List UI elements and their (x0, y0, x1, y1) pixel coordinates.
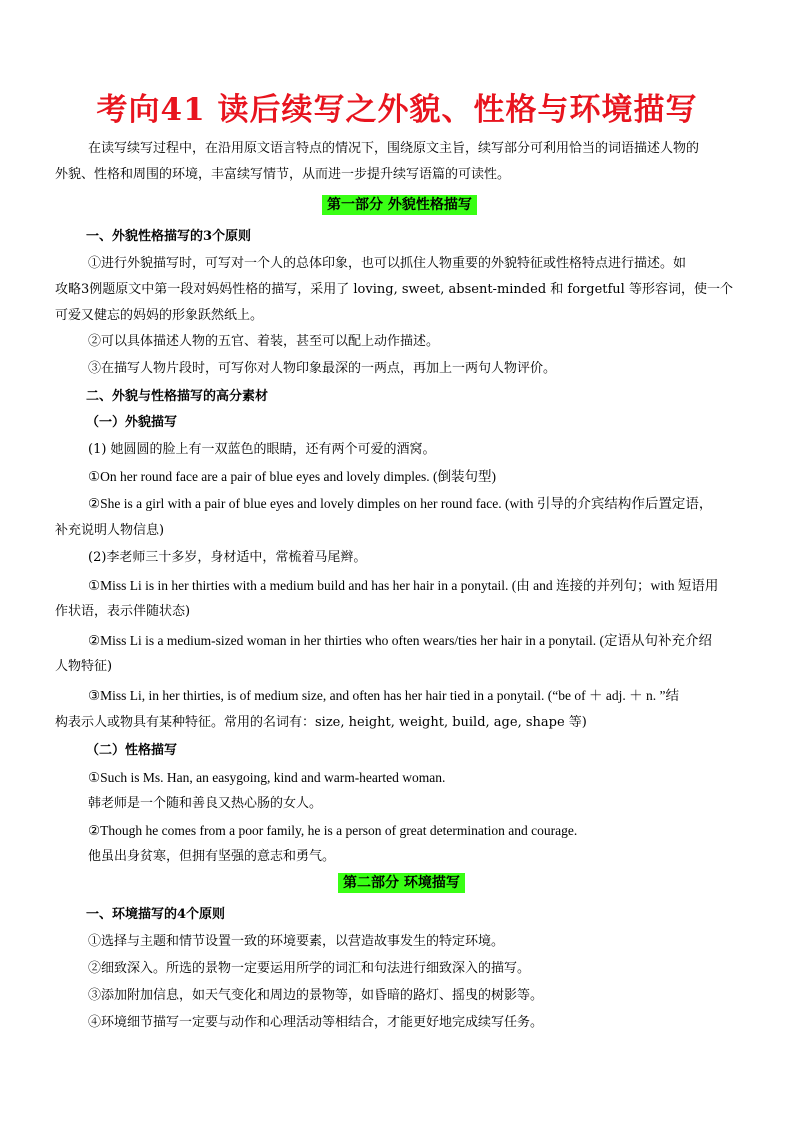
part2-section1-title: 一、环境描写的4个原则 (86, 907, 226, 922)
example-1-chinese: (1) 她圆圆的脸上有一双蓝色的眼睛，还有两个可爱的酒窝。 (88, 442, 436, 457)
example-2-sentence-c-line-2: 构表示人或物具有某种特征。常用的名词有：size, height, weight, build, age, shape 等) (55, 715, 587, 730)
page-title: 考向41 读后续写之外貌、性格与环境描写 (96, 92, 698, 128)
example-2-chinese: (2)李老师三十多岁，身材适中，常梳着马尾辫。 (88, 550, 367, 565)
part1-section2-title: 二、外貌与性格描写的高分素材 (86, 389, 269, 404)
intro-line-2: 外貌、性格和周围的环境，丰富续写情节，从而进一步提升续写语篇的可读性。 (55, 167, 511, 182)
part2-principle-3: ③添加附加信息，如天气变化和周边的景物等，如昏暗的路灯、摇曳的树影等。 (88, 988, 544, 1003)
example-3-english: ①Such is Ms. Han, an easygoing, kind and warm-hearted woman. (88, 770, 446, 785)
part2-heading: 第二部分 环境描写 (338, 873, 465, 893)
part2-principle-4: ④环境细节描写一定要与动作和心理活动等相结合，才能更好地完成续写任务。 (88, 1015, 544, 1030)
example-2-sentence-a-line-1: ①Miss Li is in her thirties with a medium build and has her hair in a ponytail. (由 and 连接的并列句；with 短语用 (88, 578, 719, 593)
example-1-sentence-a: ①On her round face are a pair of blue eyes and lovely dimples. (倒装句型) (88, 469, 496, 484)
part1-principle-3: ③在描写人物片段时，可写你对人物印象最深的一两点，再加上一两句人物评价。 (88, 361, 557, 376)
appearance-subtitle: （一）外貌描写 (86, 415, 178, 430)
example-1-sentence-b-line-1: ②She is a girl with a pair of blue eyes and lovely dimples on her round face. (with 引导的介宾结构作后置定语， (88, 496, 713, 511)
example-2-sentence-c-line-1: ③Miss Li, in her thirties, is of medium size, and often has her hair tied in a ponytail. (“be of ＋ adj. ＋ n. ”结 (88, 688, 679, 703)
intro-line-1: 在读写续写过程中，在沿用原文语言特点的情况下，围绕原文主旨，续写部分可利用恰当的词语描述人物的 (88, 141, 700, 156)
example-2-sentence-a-line-2: 作状语，表示伴随状态) (55, 604, 191, 619)
example-4-chinese: 他虽出身贫寒，但拥有坚强的意志和勇气。 (88, 849, 336, 864)
example-2-sentence-b-line-1: ②Miss Li is a medium-sized woman in her thirties who often wears/ties her hair in a ponytail. (定语从句补充介绍 (88, 633, 712, 648)
part2-principle-2: ②细致深入。所选的景物一定要运用所学的词汇和句法进行细致深入的描写。 (88, 961, 531, 976)
part1-principle-1-line-2: 攻略3例题原文中第一段对妈妈性格的描写，采用了 loving, sweet, absent-minded 和 forgetful 等形容词，使一个 (55, 282, 733, 297)
part1-principle-1-line-1: ①进行外貌描写时，可写对一个人的总体印象，也可以抓住人物重要的外貌特征或性格特点进行描述。如 (88, 256, 687, 271)
example-4-english: ②Though he comes from a poor family, he is a person of great determination and courage. (88, 823, 578, 838)
part1-section1-title: 一、外貌性格描写的3个原则 (86, 229, 252, 244)
example-3-chinese: 韩老师是一个随和善良又热心肠的女人。 (88, 796, 323, 811)
example-1-sentence-b-line-2: 补充说明人物信息) (55, 523, 165, 538)
example-2-sentence-b-line-2: 人物特征) (55, 659, 113, 674)
part1-principle-2: ②可以具体描述人物的五官、着装，甚至可以配上动作描述。 (88, 334, 440, 349)
part2-principle-1: ①选择与主题和情节设置一致的环境要素，以营造故事发生的特定环境。 (88, 934, 505, 949)
part1-heading: 第一部分 外貌性格描写 (322, 195, 477, 215)
part1-principle-1-line-3: 可爱又健忘的妈妈的形象跃然纸上。 (55, 308, 264, 323)
personality-subtitle: （二）性格描写 (86, 743, 178, 758)
